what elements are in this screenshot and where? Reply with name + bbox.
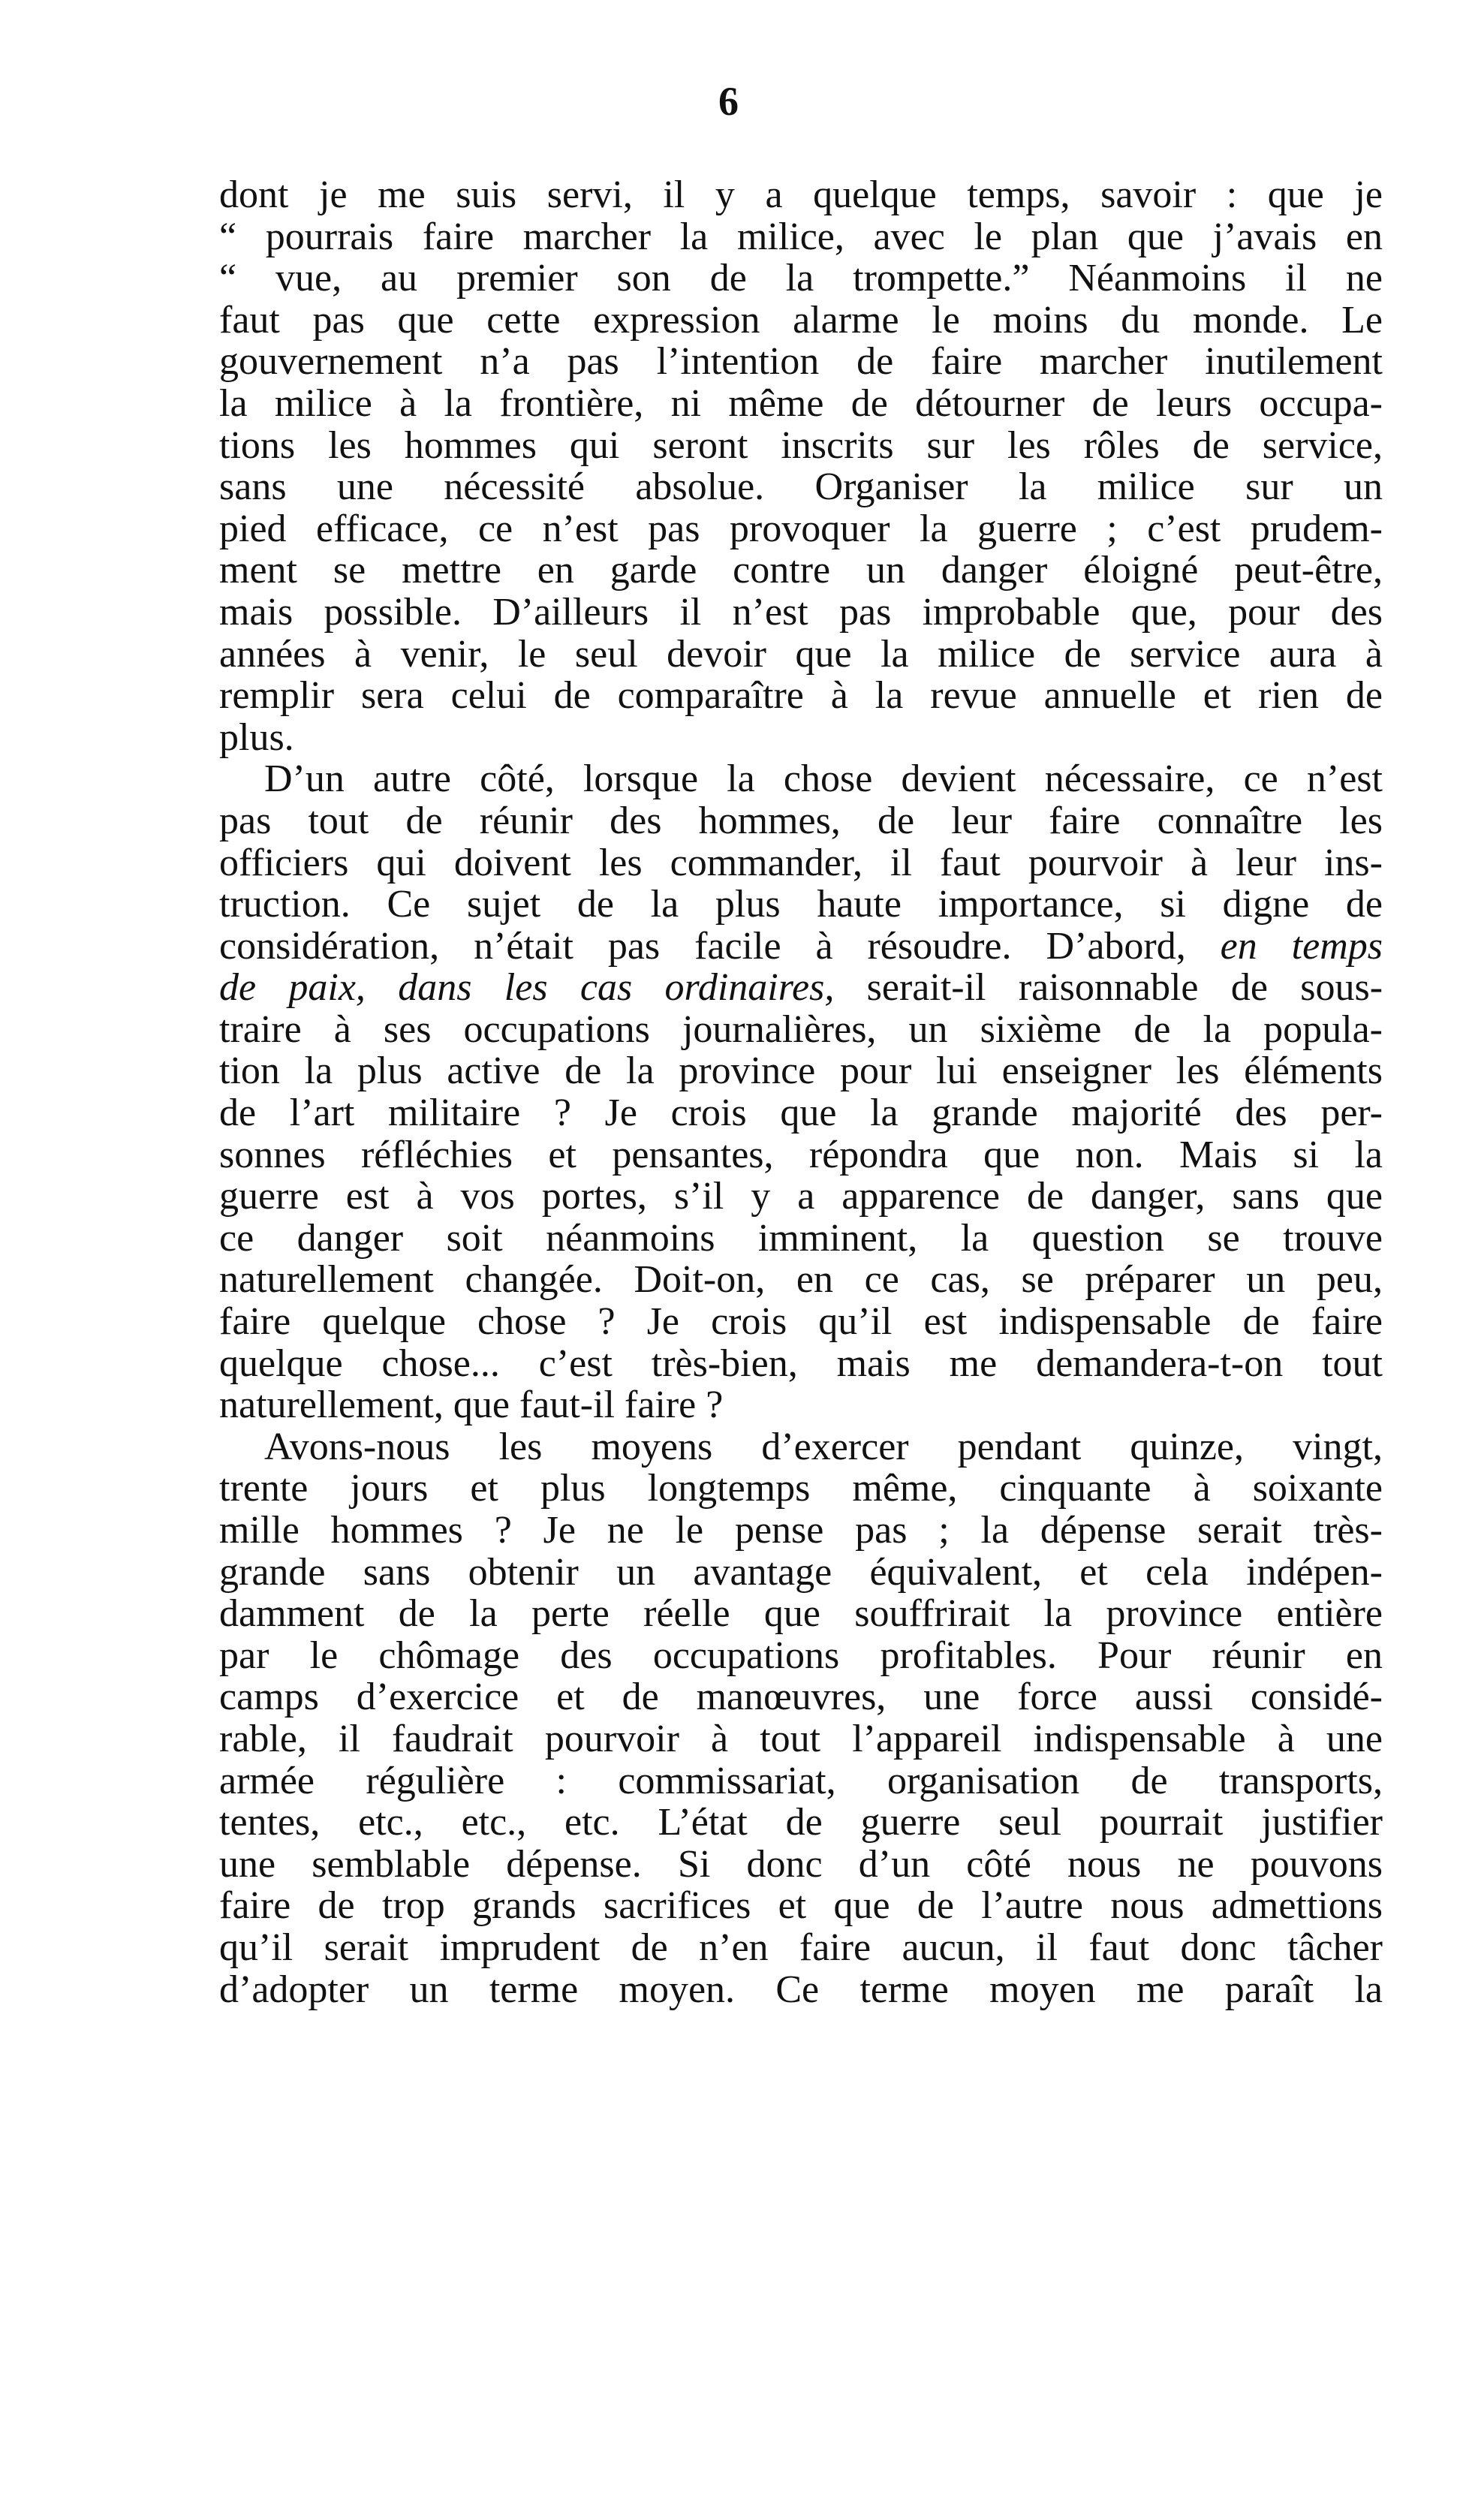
line-text: officiers qui doivent les commander, il faut pourvoir à leur ins- — [219, 841, 1383, 884]
line-text: grande sans obtenir un avantage équivalent, et cela indépen- — [219, 1550, 1383, 1594]
line-text: pas tout de réunir des hommes, de leur faire connaître les — [219, 799, 1383, 842]
text-line — [219, 717, 1383, 759]
line-text: dont je me suis servi, il y a quelque temps, savoir : que je — [219, 173, 1383, 216]
line-text: serait-il raisonnable de sous- — [834, 966, 1383, 1010]
text-line — [219, 1676, 1383, 1718]
text-line — [219, 216, 1383, 258]
text-line — [219, 508, 1383, 550]
line-text: remplir sera celui de comparaître à la revue annuelle et rien de — [219, 674, 1383, 718]
line-text: D’un autre côté, lorsque la chose devient nécessaire, ce n’est — [264, 757, 1383, 801]
text-line — [219, 549, 1383, 592]
line-text: naturellement, que faut-il faire ? — [219, 1383, 724, 1427]
text-line — [219, 1552, 1383, 1594]
text-line — [219, 1343, 1383, 1385]
line-text: mais possible. D’ailleurs il n’est pas improbable que, pour des — [219, 590, 1383, 634]
line-text: de l’art militaire ? Je crois que la grande majorité des per- — [219, 1091, 1383, 1135]
text-line — [219, 1468, 1383, 1510]
line-text: mille hommes ? Je ne le pense pas ; la dépense serait très- — [219, 1509, 1383, 1552]
text-line — [219, 1927, 1383, 1969]
text-line — [219, 592, 1383, 634]
text-line — [219, 1885, 1383, 1927]
line-text: considération, n’était pas facile à résoudre. D’abord, — [219, 924, 1186, 968]
text-line — [219, 842, 1383, 884]
line-text: faire de trop grands sacrifices et que de l’autre nous admettions — [219, 1884, 1383, 1928]
text-line — [219, 800, 1383, 842]
text-line — [219, 341, 1383, 383]
text-line — [219, 675, 1383, 717]
text-line — [219, 926, 1383, 968]
text-line — [219, 634, 1383, 676]
text-line — [219, 1844, 1383, 1886]
line-text: damment de la perte réelle que souffrirait la province entière — [219, 1592, 1383, 1636]
text-line — [219, 1760, 1383, 1802]
line-text: une semblable dépense. Si donc d’un côté nous ne pouvons — [219, 1842, 1383, 1886]
text-line — [219, 425, 1383, 467]
line-text: plus. — [219, 715, 294, 759]
line-text: ce danger soit néanmoins imminent, la question se trouve — [219, 1216, 1383, 1260]
text-line — [219, 466, 1383, 508]
line-text: trente jours et plus longtemps même, cinquante à soixante — [219, 1467, 1383, 1510]
line-text: tentes, etc., etc., etc. L’état de guerre seul pourrait justifier — [219, 1801, 1383, 1844]
text-line — [219, 1593, 1383, 1635]
line-text: camps d’exercice et de manœuvres, une force aussi considé- — [219, 1675, 1383, 1719]
line-text: pied efficace, ce n’est pas provoquer la guerre ; c’est prudem- — [219, 507, 1383, 550]
line-text: quelque chose... c’est très-bien, mais me demandera-t-on tout — [219, 1341, 1383, 1385]
text-line — [219, 1802, 1383, 1844]
text-line — [219, 1134, 1383, 1176]
text-line — [219, 1635, 1383, 1677]
line-text: “ pourrais faire marcher la milice, avec le plan que j’avais en — [219, 215, 1383, 258]
line-text: la milice à la frontière, ni même de détourner de leurs occupa- — [219, 381, 1383, 425]
text-line — [219, 174, 1383, 216]
text-line — [219, 1009, 1383, 1051]
text-line — [219, 1301, 1383, 1343]
line-text: qu’il serait imprudent de n’en faire aucun, il faut donc tâcher — [219, 1925, 1383, 1969]
line-text: tion la plus active de la province pour lui enseigner les éléments — [219, 1049, 1383, 1093]
line-text: traire à ses occupations journalières, un sixième de la popula- — [219, 1007, 1383, 1051]
text-line — [219, 1426, 1383, 1468]
text-line — [219, 967, 1383, 1009]
text-line — [219, 257, 1383, 300]
text-line — [219, 1510, 1383, 1552]
text-line — [219, 1259, 1383, 1301]
line-text: guerre est à vos portes, s’il y a apparence de danger, sans que — [219, 1175, 1383, 1218]
text-line — [219, 1969, 1383, 2011]
text-line — [219, 884, 1383, 926]
line-text: “ vue, au premier son de la trompette.” Néanmoins il ne — [219, 257, 1383, 300]
line-text: tions les hommes qui seront inscrits sur les rôles de service, — [219, 423, 1383, 467]
text-line — [219, 1176, 1383, 1218]
line-text: naturellement changée. Doit-on, en ce cas, se préparer un peu, — [219, 1258, 1383, 1302]
text-line — [219, 1050, 1383, 1092]
line-text: Avons-nous les moyens d’exercer pendant quinze, vingt, — [264, 1425, 1383, 1468]
text-line — [219, 1718, 1383, 1760]
italic-phrase: en temps — [1185, 924, 1383, 968]
line-text: truction. Ce sujet de la plus haute importance, si digne de — [219, 883, 1383, 926]
text-line — [219, 1092, 1383, 1134]
text-line — [219, 300, 1383, 342]
line-text: par le chômage des occupations profitables. Pour réunir en — [219, 1633, 1383, 1677]
italic-phrase: de paix, dans les cas ordinaires, — [219, 966, 835, 1010]
line-text: années à venir, le seul devoir que la milice de service aura à — [219, 632, 1383, 676]
line-text: gouvernement n’a pas l’intention de faire marcher inutilement — [219, 340, 1383, 384]
text-line — [219, 1218, 1383, 1260]
text-line — [219, 758, 1383, 800]
line-text: sans une nécessité absolue. Organiser la milice sur un — [219, 465, 1383, 509]
body-text — [219, 174, 1383, 2010]
line-text: d’adopter un terme moyen. Ce terme moyen me paraît la — [219, 1968, 1383, 2011]
line-text: rable, il faudrait pourvoir à tout l’appareil indispensable à une — [219, 1717, 1383, 1760]
line-text: faire quelque chose ? Je crois qu’il est indispensable de faire — [219, 1300, 1383, 1344]
line-text: faut pas que cette expression alarme le moins du monde. Le — [219, 298, 1383, 342]
line-text: armée régulière : commissariat, organisation de transports, — [219, 1759, 1383, 1802]
line-text: sonnes réfléchies et pensantes, répondra que non. Mais si la — [219, 1133, 1383, 1176]
page-number: 6 — [718, 79, 739, 124]
text-line — [219, 1384, 1383, 1426]
line-text: ment se mettre en garde contre un danger éloigné peut-être, — [219, 549, 1383, 592]
text-line — [219, 383, 1383, 425]
